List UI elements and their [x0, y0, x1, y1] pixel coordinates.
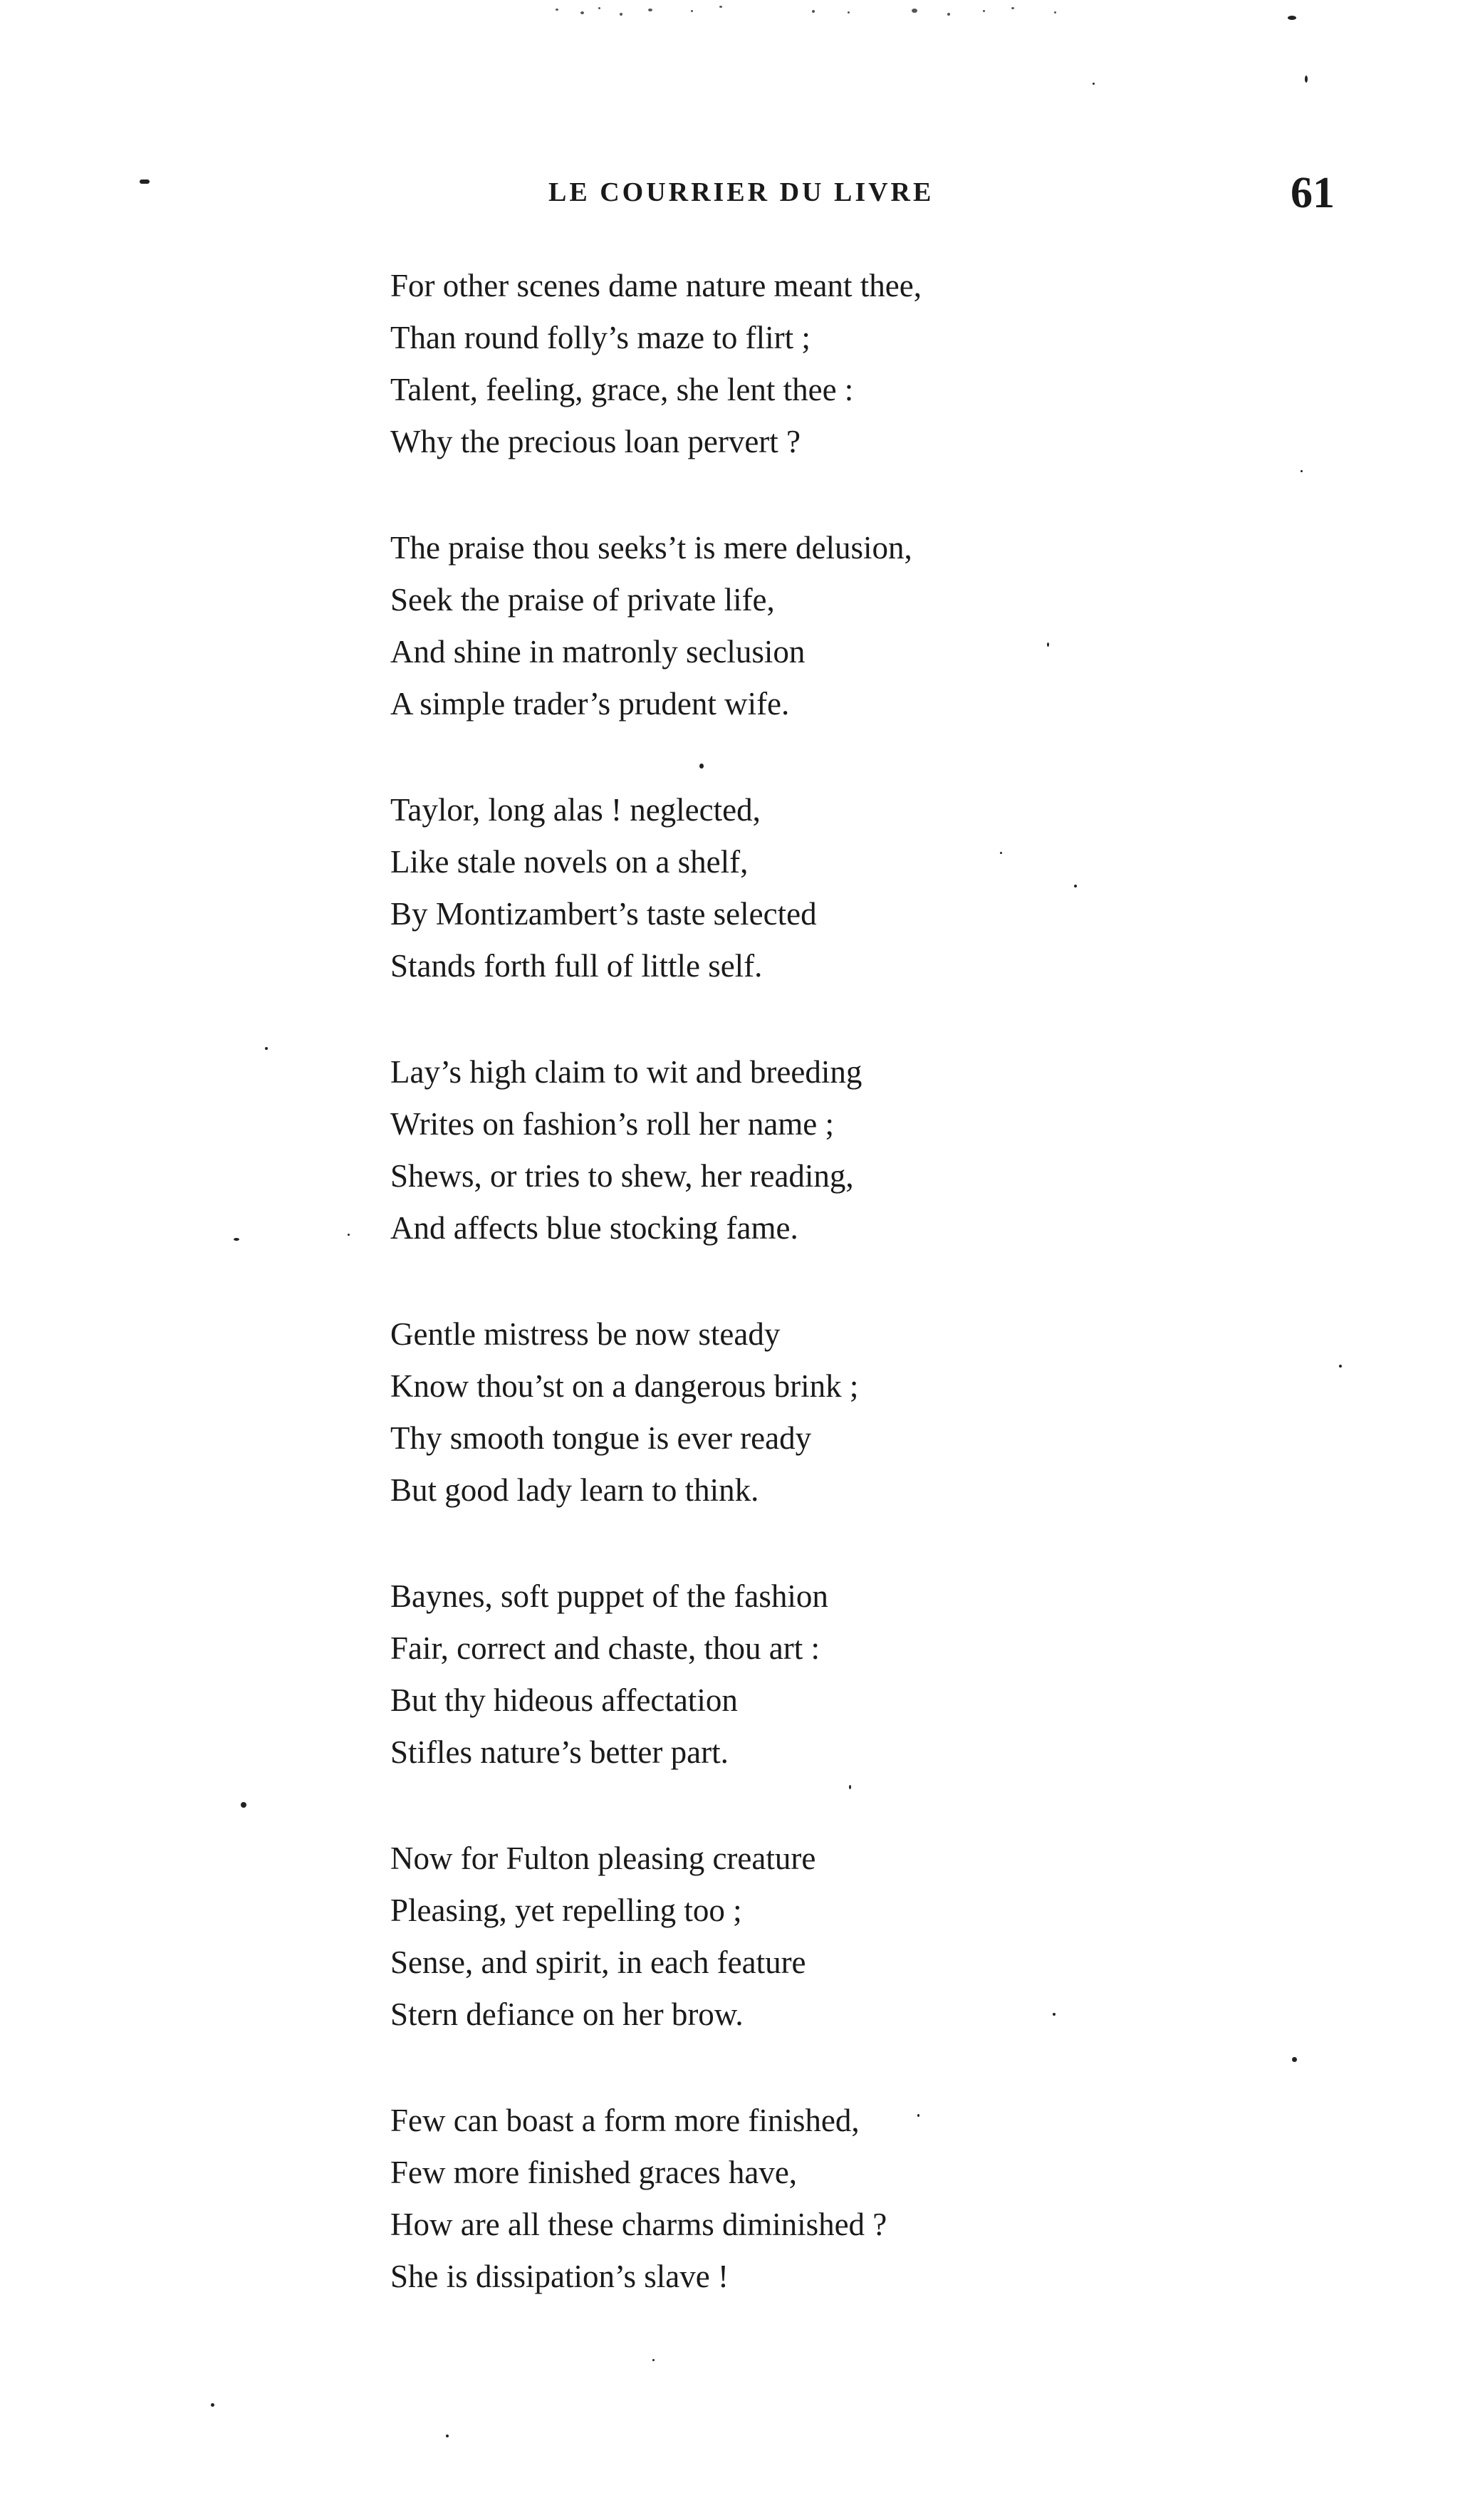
poem-line: For other scenes dame nature meant thee,	[390, 268, 922, 303]
poem-line: Stern defiance on her brow.	[390, 1996, 744, 2032]
scan-speck	[699, 764, 704, 769]
poem-line: Now for Fulton pleasing creature	[390, 1840, 816, 1876]
poem-line: Gentle mistress be now steady	[390, 1316, 781, 1352]
scan-speck	[265, 1047, 268, 1050]
running-title: LE COURRIER DU LIVRE	[548, 177, 934, 207]
stanza	[390, 522, 1174, 730]
poem-line: The praise thou seeks’t is mere delusion,	[390, 530, 912, 566]
scan-speck	[348, 1234, 350, 1236]
scan-speck	[1074, 885, 1077, 887]
scan-speck	[1288, 16, 1296, 20]
scan-speck	[140, 179, 150, 184]
stanza	[390, 2095, 1174, 2303]
scan-speck	[234, 1238, 239, 1241]
scan-speck	[1339, 1365, 1342, 1368]
poem-line: Shews, or tries to shew, her reading,	[390, 1158, 854, 1194]
poem-line: Few can boast a form more finished,	[390, 2103, 860, 2138]
poem-line: Lay’s high claim to wit and breeding	[390, 1054, 863, 1090]
poem-line: And shine in matronly seclusion	[390, 634, 806, 670]
poem	[390, 260, 1174, 2357]
scan-speck	[446, 2435, 449, 2437]
scan-speck	[1301, 470, 1303, 472]
stanza	[390, 1571, 1174, 1779]
poem-line: By Montizambert’s taste selected	[390, 896, 817, 932]
poem-line: Writes on fashion’s roll her name ;	[390, 1106, 835, 1142]
stanza	[390, 784, 1174, 992]
poem-line: Fair, correct and chaste, thou art :	[390, 1630, 820, 1666]
scan-speck	[241, 1802, 246, 1808]
scan-speck	[1000, 852, 1002, 854]
scan-speck	[1093, 83, 1095, 85]
poem-line: Stands forth full of little self.	[390, 948, 763, 984]
poem-line: She is dissipation’s slave !	[390, 2259, 729, 2294]
poem-line: Pleasing, yet repelling too ;	[390, 1892, 742, 1928]
poem-line: Few more finished graces have,	[390, 2155, 798, 2190]
poem-line: But thy hideous affectation	[390, 1682, 738, 1718]
scan-speck	[849, 1785, 851, 1789]
poem-line: But good lady learn to think.	[390, 1472, 759, 1508]
poem-line: Sense, and spirit, in each feature	[390, 1944, 806, 1980]
stanza	[390, 1308, 1174, 1516]
poem-line: How are all these charms diminished ?	[390, 2207, 887, 2242]
poem-line: Like stale novels on a shelf,	[390, 844, 749, 880]
poem-line: A simple trader’s prudent wife.	[390, 686, 790, 722]
scan-noise	[513, 1, 1097, 23]
poem-line: Why the precious loan pervert ?	[390, 424, 801, 459]
poem-line: Thy smooth tongue is ever ready	[390, 1420, 812, 1456]
scan-speck	[917, 2114, 919, 2117]
poem-line: Taylor, long alas ! neglected,	[390, 792, 761, 828]
scan-speck	[1047, 642, 1049, 647]
stanza	[390, 260, 1174, 468]
poem-line: Seek the praise of private life,	[390, 582, 775, 618]
poem-line: And affects blue stocking fame.	[390, 1210, 798, 1246]
scan-speck	[1305, 76, 1308, 83]
scan-speck	[1292, 2057, 1297, 2062]
poem-line: Baynes, soft puppet of the fashion	[390, 1578, 828, 1614]
stanza	[390, 1833, 1174, 2041]
poem-line: Stifles nature’s better part.	[390, 1734, 729, 1770]
scan-speck	[1053, 2013, 1056, 2016]
stanza	[390, 1046, 1174, 1254]
poem-line: Talent, feeling, grace, she lent thee :	[390, 372, 854, 407]
poem-line: Than round folly’s maze to flirt ;	[390, 320, 811, 355]
scan-speck	[211, 2403, 214, 2407]
page-number: 61	[1291, 169, 1335, 217]
scan-speck	[652, 2359, 655, 2361]
poem-line: Know thou’st on a dangerous brink ;	[390, 1368, 859, 1404]
